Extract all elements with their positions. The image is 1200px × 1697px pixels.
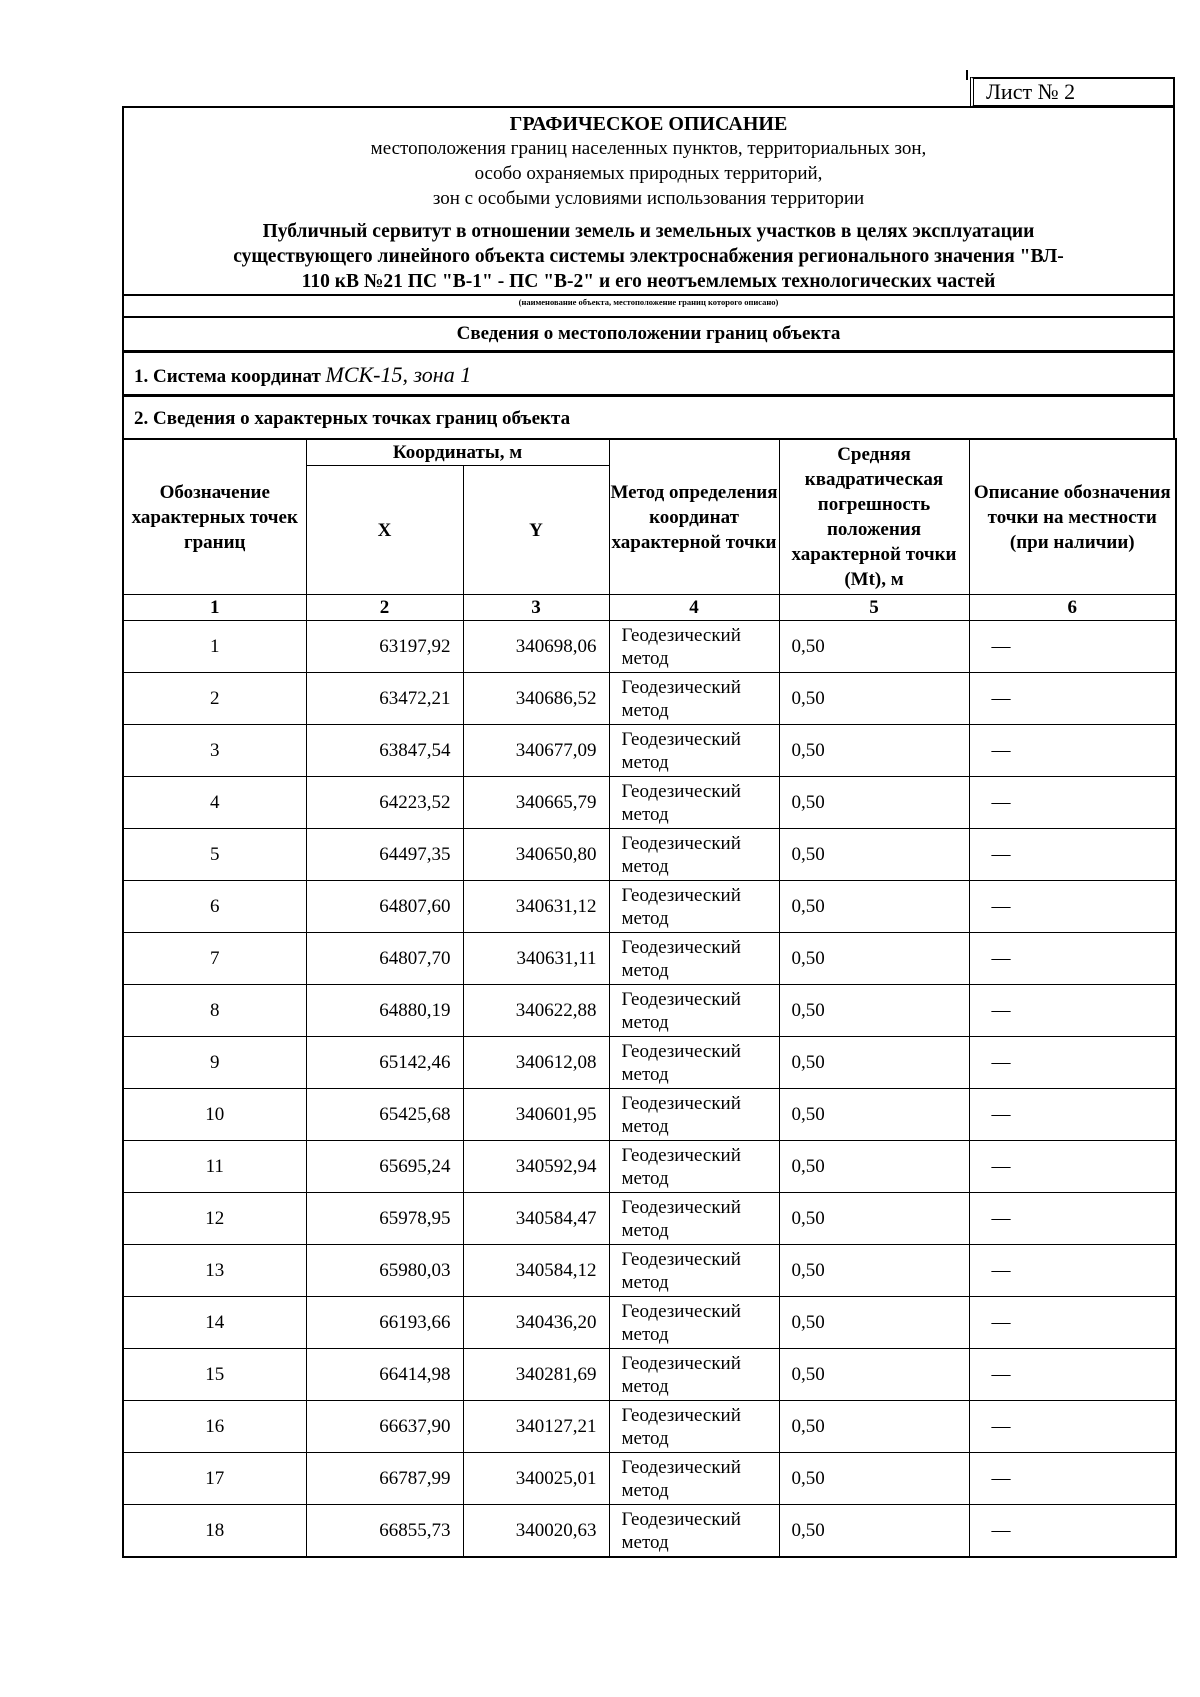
point-id-cell: 8: [123, 985, 306, 1037]
error-cell: 0,50: [779, 1089, 969, 1141]
column-number: 6: [969, 595, 1176, 621]
description-cell: —: [969, 1089, 1176, 1141]
error-cell: 0,50: [779, 1245, 969, 1297]
error-cell: 0,50: [779, 621, 969, 673]
header-method: Метод определения координат характерной точки: [609, 439, 779, 595]
table-row: [123, 1297, 1176, 1349]
method-cell: Геодезический метод: [609, 1141, 779, 1193]
header-description: Описание обозначения точки на местности (при наличии): [969, 439, 1176, 595]
column-number: 4: [609, 595, 779, 621]
y-coordinate-cell: 340584,12: [463, 1245, 609, 1297]
coordinate-system-value: МСК-15, зона 1: [325, 362, 472, 387]
method-cell: Геодезический метод: [609, 1349, 779, 1401]
description-cell: —: [969, 725, 1176, 777]
object-name-line: существующего линейного объекта системы электроснабжения регионального значения "ВЛ-: [233, 246, 1064, 267]
y-coordinate-cell: 340127,21: [463, 1401, 609, 1453]
x-coordinate-cell: 66637,90: [306, 1401, 463, 1453]
method-cell: Геодезический метод: [609, 1193, 779, 1245]
table-row: [123, 1505, 1176, 1558]
y-coordinate-cell: 340631,11: [463, 933, 609, 985]
point-id-cell: 15: [123, 1349, 306, 1401]
y-coordinate-cell: 340631,12: [463, 881, 609, 933]
method-cell: Геодезический метод: [609, 621, 779, 673]
x-coordinate-cell: 65425,68: [306, 1089, 463, 1141]
description-cell: —: [969, 881, 1176, 933]
sheet-tick-mark: [966, 70, 968, 80]
table-row: [123, 777, 1176, 829]
point-id-cell: 14: [123, 1297, 306, 1349]
point-id-cell: 17: [123, 1453, 306, 1505]
table-row: [123, 933, 1176, 985]
table-row: [123, 621, 1176, 673]
table-row: [123, 1089, 1176, 1141]
x-coordinate-cell: 64497,35: [306, 829, 463, 881]
y-coordinate-cell: 340686,52: [463, 673, 609, 725]
table-row: [123, 725, 1176, 777]
y-coordinate-cell: 340436,20: [463, 1297, 609, 1349]
object-name: [124, 219, 1173, 294]
point-id-cell: 5: [123, 829, 306, 881]
x-coordinate-cell: 65980,03: [306, 1245, 463, 1297]
method-cell: Геодезический метод: [609, 1037, 779, 1089]
method-cell: Геодезический метод: [609, 777, 779, 829]
points-section-label: 2. Сведения о характерных точках границ объекта: [134, 408, 571, 429]
x-coordinate-cell: 64223,52: [306, 777, 463, 829]
document-form: [122, 106, 1175, 1558]
method-cell: Геодезический метод: [609, 933, 779, 985]
subtitle-line: местоположения границ населенных пунктов, территориальных зон,: [370, 138, 927, 159]
x-coordinate-cell: 63197,92: [306, 621, 463, 673]
point-id-cell: 12: [123, 1193, 306, 1245]
method-cell: Геодезический метод: [609, 1297, 779, 1349]
point-id-cell: 18: [123, 1505, 306, 1558]
method-cell: Геодезический метод: [609, 725, 779, 777]
section-title: Сведения о местоположении границ объекта: [124, 316, 1173, 350]
subtitle-line: зон с особыми условиями использования территории: [432, 188, 865, 209]
y-coordinate-cell: 340665,79: [463, 777, 609, 829]
error-cell: 0,50: [779, 1505, 969, 1558]
description-cell: —: [969, 1141, 1176, 1193]
table-row: [123, 1401, 1176, 1453]
table-row: [123, 1193, 1176, 1245]
document-title: ГРАФИЧЕСКОЕ ОПИСАНИЕ: [509, 113, 788, 135]
point-id-cell: 4: [123, 777, 306, 829]
y-coordinate-cell: 340025,01: [463, 1453, 609, 1505]
error-cell: 0,50: [779, 1349, 969, 1401]
header-error: Средняя квадратическая погрешность положения характерной точки (Mt), м: [779, 439, 969, 595]
column-number: 3: [463, 595, 609, 621]
point-id-cell: 10: [123, 1089, 306, 1141]
error-cell: 0,50: [779, 1141, 969, 1193]
method-cell: Геодезический метод: [609, 1505, 779, 1558]
point-id-cell: 11: [123, 1141, 306, 1193]
column-number: 5: [779, 595, 969, 621]
header-designation: Обозначение характерных точек границ: [123, 439, 306, 595]
y-coordinate-cell: 340622,88: [463, 985, 609, 1037]
description-cell: —: [969, 1453, 1176, 1505]
error-cell: 0,50: [779, 725, 969, 777]
error-cell: 0,50: [779, 673, 969, 725]
description-cell: —: [969, 777, 1176, 829]
description-cell: —: [969, 1297, 1176, 1349]
header-coordinates: Координаты, м: [306, 439, 609, 466]
description-cell: —: [969, 1401, 1176, 1453]
error-cell: 0,50: [779, 1037, 969, 1089]
header-y: Y: [463, 466, 609, 595]
error-cell: 0,50: [779, 985, 969, 1037]
description-cell: —: [969, 621, 1176, 673]
point-id-cell: 13: [123, 1245, 306, 1297]
points-table-body: [123, 621, 1176, 1558]
method-cell: Геодезический метод: [609, 881, 779, 933]
y-coordinate-cell: 340698,06: [463, 621, 609, 673]
description-cell: —: [969, 1349, 1176, 1401]
point-id-cell: 9: [123, 1037, 306, 1089]
error-cell: 0,50: [779, 1193, 969, 1245]
x-coordinate-cell: 63472,21: [306, 673, 463, 725]
y-coordinate-cell: 340592,94: [463, 1141, 609, 1193]
point-id-cell: 3: [123, 725, 306, 777]
x-coordinate-cell: 64880,19: [306, 985, 463, 1037]
method-cell: Геодезический метод: [609, 1401, 779, 1453]
table-row: [123, 985, 1176, 1037]
description-cell: —: [969, 1505, 1176, 1558]
error-cell: 0,50: [779, 1453, 969, 1505]
header-x: X: [306, 466, 463, 595]
description-cell: —: [969, 1245, 1176, 1297]
x-coordinate-cell: 64807,60: [306, 881, 463, 933]
error-cell: 0,50: [779, 933, 969, 985]
point-id-cell: 7: [123, 933, 306, 985]
point-id-cell: 16: [123, 1401, 306, 1453]
y-coordinate-cell: 340612,08: [463, 1037, 609, 1089]
boundary-points-table: [122, 438, 1177, 1558]
table-row: [123, 881, 1176, 933]
point-id-cell: 1: [123, 621, 306, 673]
sheet-number-label: Лист № 2: [986, 79, 1076, 104]
object-name-line: 110 кВ №21 ПС "В-1" - ПС "В-2" и его неотъемлемых технологических частей: [301, 271, 996, 292]
subtitle-line: особо охраняемых природных территорий,: [474, 163, 823, 184]
point-id-cell: 2: [123, 673, 306, 725]
column-number-row: [123, 595, 1176, 621]
description-cell: —: [969, 933, 1176, 985]
description-cell: —: [969, 1193, 1176, 1245]
error-cell: 0,50: [779, 1401, 969, 1453]
description-cell: —: [969, 673, 1176, 725]
table-row: [123, 1037, 1176, 1089]
x-coordinate-cell: 65142,46: [306, 1037, 463, 1089]
y-coordinate-cell: 340650,80: [463, 829, 609, 881]
points-section-row: [122, 394, 1175, 438]
coordinate-system-row: [122, 350, 1175, 394]
error-cell: 0,50: [779, 777, 969, 829]
object-name-caption: (наименование объекта, местоположение границ которого описано): [124, 294, 1173, 316]
method-cell: Геодезический метод: [609, 1245, 779, 1297]
coordinate-system-label: 1. Система координат: [134, 366, 321, 387]
description-cell: —: [969, 1037, 1176, 1089]
point-id-cell: 6: [123, 881, 306, 933]
y-coordinate-cell: 340601,95: [463, 1089, 609, 1141]
method-cell: Геодезический метод: [609, 985, 779, 1037]
table-row: [123, 1245, 1176, 1297]
x-coordinate-cell: 64807,70: [306, 933, 463, 985]
x-coordinate-cell: 66414,98: [306, 1349, 463, 1401]
x-coordinate-cell: 65695,24: [306, 1141, 463, 1193]
y-coordinate-cell: 340677,09: [463, 725, 609, 777]
x-coordinate-cell: 63847,54: [306, 725, 463, 777]
y-coordinate-cell: 340584,47: [463, 1193, 609, 1245]
x-coordinate-cell: 65978,95: [306, 1193, 463, 1245]
x-coordinate-cell: 66855,73: [306, 1505, 463, 1558]
y-coordinate-cell: 340020,63: [463, 1505, 609, 1558]
table-row: [123, 1453, 1176, 1505]
x-coordinate-cell: 66787,99: [306, 1453, 463, 1505]
error-cell: 0,50: [779, 1297, 969, 1349]
column-number: 2: [306, 595, 463, 621]
table-row: [123, 1349, 1176, 1401]
x-coordinate-cell: 66193,66: [306, 1297, 463, 1349]
object-name-line: Публичный сервитут в отношении земель и земельных участков в целях эксплуатации: [262, 221, 1035, 242]
method-cell: Геодезический метод: [609, 1089, 779, 1141]
error-cell: 0,50: [779, 881, 969, 933]
method-cell: Геодезический метод: [609, 829, 779, 881]
sheet-number-box: [970, 77, 1175, 107]
method-cell: Геодезический метод: [609, 673, 779, 725]
error-cell: 0,50: [779, 829, 969, 881]
description-cell: —: [969, 985, 1176, 1037]
table-row: [123, 1141, 1176, 1193]
column-number: 1: [123, 595, 306, 621]
description-cell: —: [969, 829, 1176, 881]
table-row: [123, 673, 1176, 725]
y-coordinate-cell: 340281,69: [463, 1349, 609, 1401]
document-header: [122, 106, 1175, 350]
method-cell: Геодезический метод: [609, 1453, 779, 1505]
table-row: [123, 829, 1176, 881]
